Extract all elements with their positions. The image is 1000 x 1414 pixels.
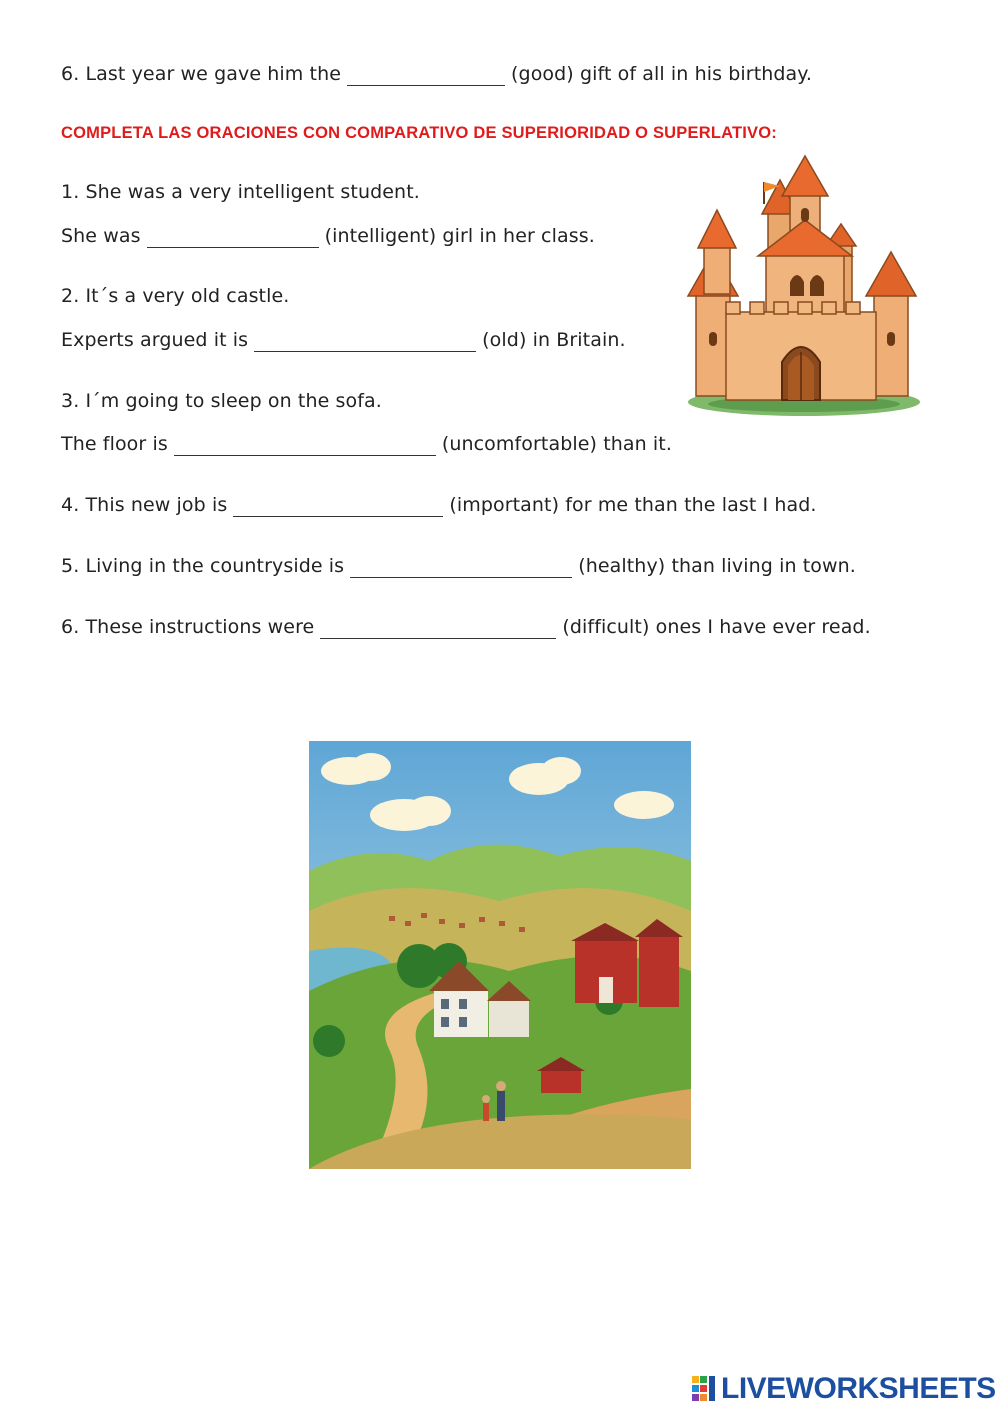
top-sentence-6 [61, 63, 812, 86]
sentence-text: 5. Living in the countryside is [61, 555, 345, 577]
sentence-text: (difficult) ones I have ever read. [562, 616, 871, 638]
answer-input-4[interactable] [233, 499, 443, 517]
liveworksheets-logo-icon [692, 1376, 716, 1402]
sentence-text: 6. Last year we gave him the [61, 63, 342, 85]
answer-input-3[interactable] [174, 438, 436, 456]
exercise-2-prompt: 2. It´s a very old castle. [61, 285, 290, 307]
exercise-4-sentence [61, 494, 817, 517]
exercise-6-sentence [61, 616, 871, 639]
exercise-1-prompt: 1. She was a very intelligent student. [61, 181, 420, 203]
sentence-text: (important) for me than the last I had. [449, 494, 817, 516]
sentence-text: (uncomfortable) than it. [441, 433, 672, 455]
sentence-text: 6. These instructions were [61, 616, 315, 638]
liveworksheets-logo-text: LIVEWORKSHEETS [721, 1372, 996, 1405]
answer-input-6[interactable] [320, 621, 556, 639]
exercise-5-sentence [61, 555, 856, 578]
sentence-text: (intelligent) girl in her class. [324, 225, 595, 247]
exercise-1-sentence [61, 225, 595, 248]
sentence-text: (old) in Britain. [482, 329, 626, 351]
liveworksheets-logo [692, 1372, 996, 1406]
exercise-3-sentence [61, 433, 672, 456]
answer-input-1[interactable] [147, 230, 319, 248]
sentence-text: Experts argued it is [61, 329, 249, 351]
sentence-text: She was [61, 225, 141, 247]
answer-input-2[interactable] [254, 334, 476, 352]
sentence-text: 4. This new job is [61, 494, 228, 516]
countryside-landscape-illustration [309, 741, 691, 1169]
instructions-heading: COMPLETA LAS ORACIONES CON COMPARATIVO DE SUPERIORIDAD O SUPERLATIVO: [61, 124, 777, 142]
exercise-2-sentence [61, 329, 626, 352]
exercise-3-prompt: 3. I´m going to sleep on the sofa. [61, 390, 382, 412]
sentence-text: The floor is [61, 433, 168, 455]
sentence-text: (healthy) than living in town. [578, 555, 856, 577]
sentence-text: (good) gift of all in his birthday. [511, 63, 813, 85]
answer-input-top-6[interactable] [347, 68, 505, 86]
castle-illustration [686, 152, 922, 418]
answer-input-5[interactable] [350, 560, 572, 578]
